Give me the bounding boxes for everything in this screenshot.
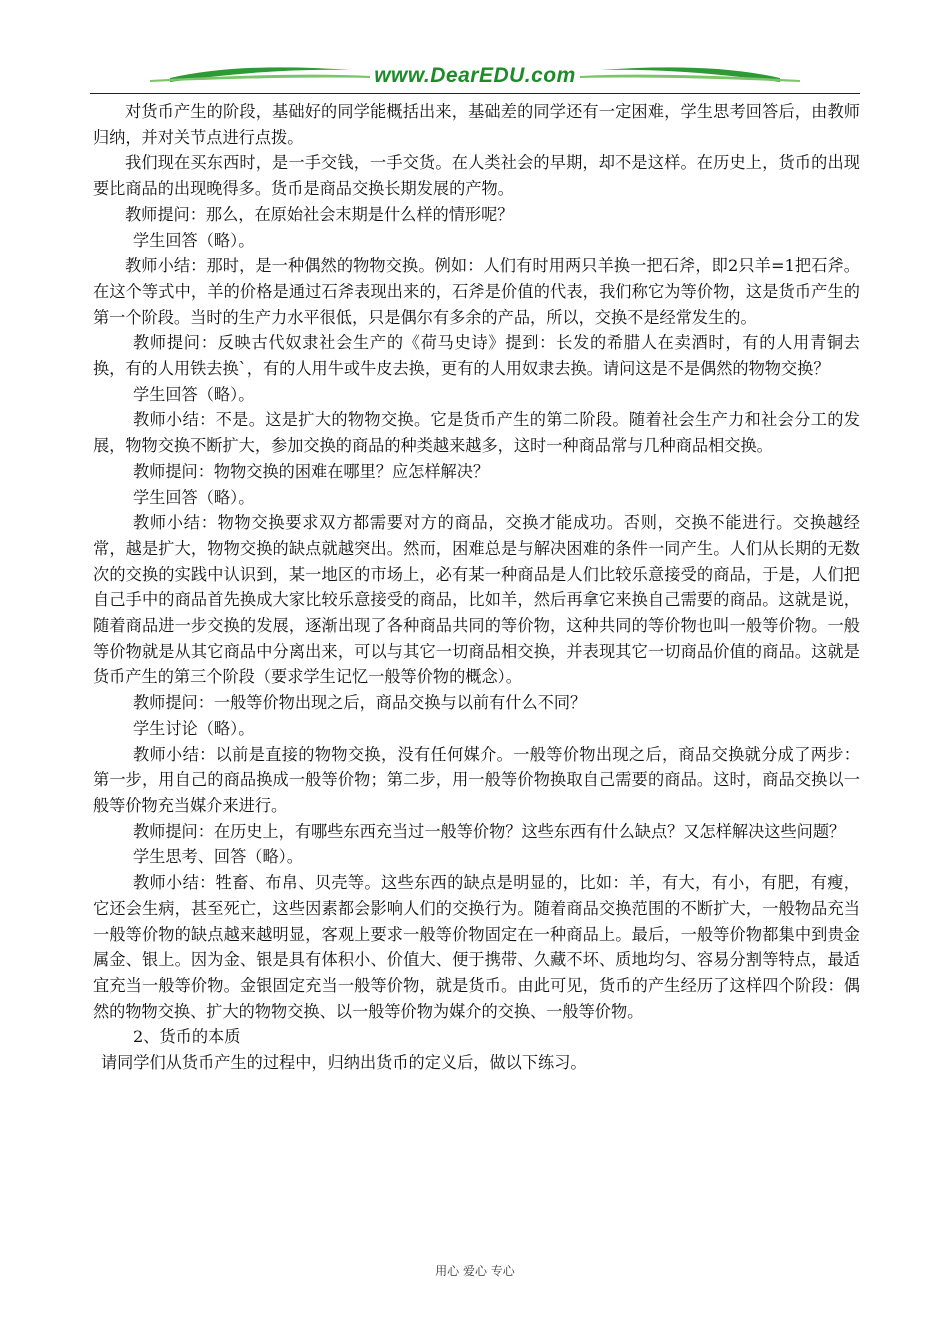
page-footer: 用心 爱心 专心 (435, 1264, 515, 1278)
paragraph: 教师提问：物物交换的困难在哪里？应怎样解决？ (133, 461, 490, 481)
paragraph: 教师小结：那时，是一种偶然的物物交换。例如：人们有时用两只羊换一把石斧，即2只羊=1把石斧。在这个等式中，羊的价格是通过石斧表现出来的，石斧是价值的代表，我们称它为等价物，这是货币产生的第一个阶段。当时的生产力水平很低，只是偶尔有多余的产品，所以，交换不是经常发生的。 (93, 256, 860, 327)
document-body (93, 99, 860, 1076)
paragraph: 教师小结：以前是直接的物物交换，没有任何媒介。一般等价物出现之后，商品交换就分成了两步：第一步，用自己的商品换成一般等价物；第二步，用一般等价物换取自己需要的商品。这时，商品交换以一般等价物充当媒介来进行。 (93, 744, 860, 815)
paragraph: 教师提问：一般等价物出现之后，商品交换与以前有什么不同？ (133, 693, 587, 713)
paragraph: 教师提问：反映古代奴隶社会生产的《荷马史诗》提到：长发的希腊人在卖酒时，有的人用青铜去换，有的人用铁去换`，有的人用牛或牛皮去换，更有的人用奴隶去换。请问这是不是偶然的物物交换？ (93, 333, 860, 379)
paragraph: 教师小结：物物交换要求双方都需要对方的商品，交换才能成功。否则，交换不能进行。交换越经常，越是扩大，物物交换的缺点就越突出。然而，困难总是与解决困难的条件一同产生。人们从长期的无数次的交换的实践中认识到，某一地区的市场上，必有某一种商品是人们比较乐意接受的商品，于是，人们把自己手中的商品首先换成大家比较乐意接受的商品，比如羊，然后再拿它来换自己需要的商品。这就是说，随着商品进一步交换的发展，逐渐出现了各种商品共同的等价物，这种共同的等价物也叫一般等价物。一般等价物就是从其它商品中分离出来，可以与其它一切商品相交换，并表现其它一切商品价值的商品。这就是货币产生的第三个阶段（要求学生记忆一般等价物的概念）。 (93, 513, 860, 687)
site-logo-text: www.DearEDU.com (374, 64, 576, 87)
paragraph: 我们现在买东西时，是一手交钱，一手交货。在人类社会的早期，却不是这样。在历史上，货币的出现要比商品的出现晚得多。货币是商品交换长期发展的产物。 (93, 153, 860, 199)
paragraph: 学生回答（略）。 (133, 230, 255, 250)
paragraph: 学生思考、回答（略）。 (133, 847, 303, 867)
paragraph: 教师提问：那么，在原始社会末期是什么样的情形呢？ (125, 204, 514, 224)
paragraph: 学生讨论（略）。 (133, 718, 255, 738)
section-heading: 2、货币的本质 (133, 1027, 241, 1047)
paragraph: 学生回答（略）。 (133, 384, 255, 404)
paragraph: 请同学们从货币产生的过程中，归纳出货币的定义后，做以下练习。 (101, 1053, 587, 1073)
paragraph: 教师小结：不是。这是扩大的物物交换。它是货币产生的第二阶段。随着社会生产力和社会分工的发展，物物交换不断扩大，参加交换的商品的种类越来越多，这时一种商品常与几种商品相交换。 (93, 410, 860, 456)
page-header (90, 58, 860, 92)
paragraph: 学生回答（略）。 (133, 487, 255, 507)
header-rule (90, 93, 860, 94)
paragraph: 对货币产生的阶段，基础好的同学能概括出来，基础差的同学还有一定困难，学生思考回答后，由教师归纳，并对关节点进行点拨。 (93, 102, 860, 147)
paragraph: 教师提问：在历史上，有哪些东西充当过一般等价物？这些东西有什么缺点？又怎样解决这些问题？ (133, 821, 846, 841)
paragraph: 教师小结：牲畜、布帛、贝壳等。这些东西的缺点是明显的，比如：羊，有大，有小，有肥，有瘦，它还会生病，甚至死亡，这些因素都会影响人们的交换行为。随着商品交换范围的不断扩大，一般物品充当一般等价物的缺点越来越明显，客观上要求一般等价物固定在一种商品上。最后，一般等价物都集中到贵金属金、银上。因为金、银是具有体积小、价值大、便于携带、久藏不坏、质地均匀、容易分割等特点，最适宜充当一般等价物。金银固定充当一般等价物，就是货币。由此可见，货币的产生经历了这样四个阶段：偶然的物物交换、扩大的物物交换、以一般等价物为媒介的交换、一般等价物。 (93, 873, 860, 1021)
